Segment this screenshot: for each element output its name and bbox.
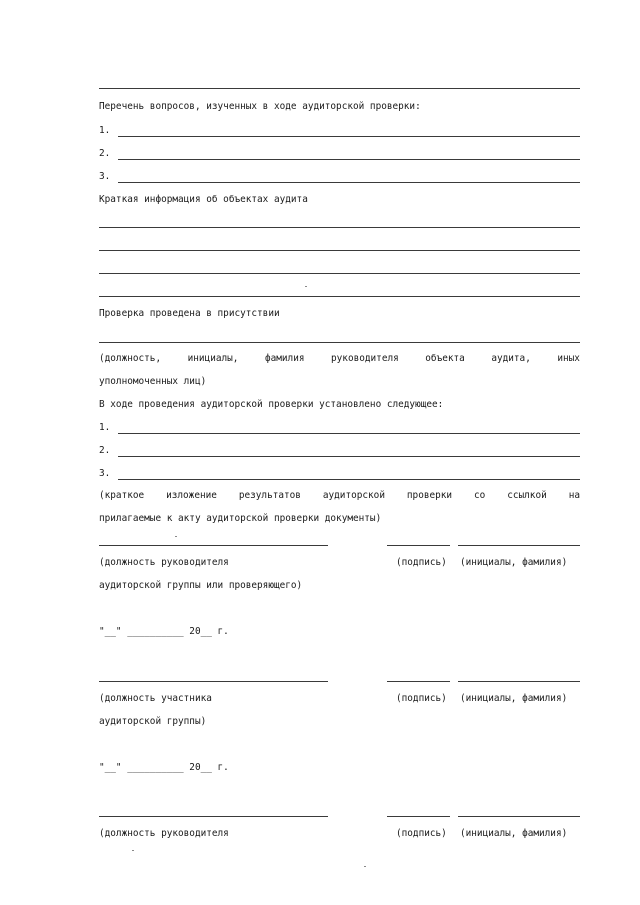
signature-sign-label-3: (подпись) [396,828,447,839]
signature-name-label-1: (инициалы, фамилия) [460,557,568,568]
question-line-2[interactable] [118,159,580,160]
signature-name-label-3: (инициалы, фамилия) [460,828,568,839]
findings-hint-word: изложение [166,490,217,501]
signature-name-line-3[interactable] [458,816,580,817]
finding-line-2[interactable] [118,456,580,457]
findings-hint-word: со [474,490,486,501]
presence-hint-word: иных [557,353,580,364]
signature-sign-line-3[interactable] [387,816,450,817]
presence-hint-word: (должность, [99,353,162,364]
presence-heading: Проверка проведена в присутствии [99,308,280,319]
questions-heading: Перечень вопросов, изученных в ходе аудиторской проверки: [99,101,421,112]
signature-position-line-1[interactable] [99,545,328,546]
finding-line-3[interactable] [118,479,580,480]
findings-hint-word: (краткое [99,490,145,501]
signature-name-line-2[interactable] [458,681,580,682]
scan-speck [364,866,366,867]
top-rule [99,88,580,89]
signature-date-2[interactable]: "__" __________ 20__ г. [99,762,229,773]
findings-hint-line2: прилагаемые к акту аудиторской проверки документы) [99,513,382,524]
question-line-1[interactable] [118,136,580,137]
finding-number-1: 1. [99,422,111,433]
signature-sign-label-1: (подпись) [396,557,447,568]
question-number-2: 2. [99,148,111,159]
signature-position-label-3: (должность руководителя [99,828,229,839]
signature-position-label2-1: аудиторской группы или проверяющего) [99,580,303,591]
findings-heading: В ходе проведения аудиторской проверки установлено следующее: [99,399,444,410]
signature-position-label-1: (должность руководителя [99,557,229,568]
finding-line-1[interactable] [118,433,580,434]
findings-hint-word: на [568,490,580,501]
presence-hint-word: руководителя [331,353,399,364]
question-line-3[interactable] [118,182,580,183]
objects-info-line-3[interactable] [99,273,580,274]
objects-info-line-1[interactable] [99,227,580,228]
objects-info-heading: Краткая информация об объектах аудита [99,194,308,205]
findings-hint-word: результатов [238,490,301,501]
presence-hint-word: аудита, [491,353,531,364]
signature-sign-line-1[interactable] [387,545,450,546]
objects-info-line-4[interactable] [99,296,580,297]
signature-position-label2-2: аудиторской группы) [99,716,207,727]
finding-number-2: 2. [99,445,111,456]
signature-date-1[interactable]: "__" __________ 20__ г. [99,626,229,637]
presence-hint-word: объекта [425,353,465,364]
question-number-3: 3. [99,171,111,182]
findings-hint-word: проверки [406,490,453,501]
findings-hint-word: аудиторской [322,490,385,501]
question-number-1: 1. [99,125,111,136]
scan-speck [132,850,134,851]
presence-line[interactable] [99,342,580,343]
signature-position-line-2[interactable] [99,681,328,682]
presence-hint-word: фамилия [264,353,305,364]
objects-info-line-2[interactable] [99,250,580,251]
signature-name-label-2: (инициалы, фамилия) [460,693,568,704]
findings-hint-word: ссылкой [507,490,547,501]
presence-hint-line2: уполномоченных лиц) [99,376,207,387]
signature-position-label-2: (должность участника [99,693,212,704]
signature-sign-label-2: (подпись) [396,693,447,704]
signature-sign-line-2[interactable] [387,681,450,682]
finding-number-3: 3. [99,468,111,479]
scan-speck [305,286,307,287]
signature-position-line-3[interactable] [99,816,328,817]
presence-hint [99,353,580,365]
signature-name-line-1[interactable] [458,545,580,546]
presence-hint-word: инициалы, [187,353,239,364]
scan-speck [175,536,177,537]
findings-hint [99,490,580,502]
